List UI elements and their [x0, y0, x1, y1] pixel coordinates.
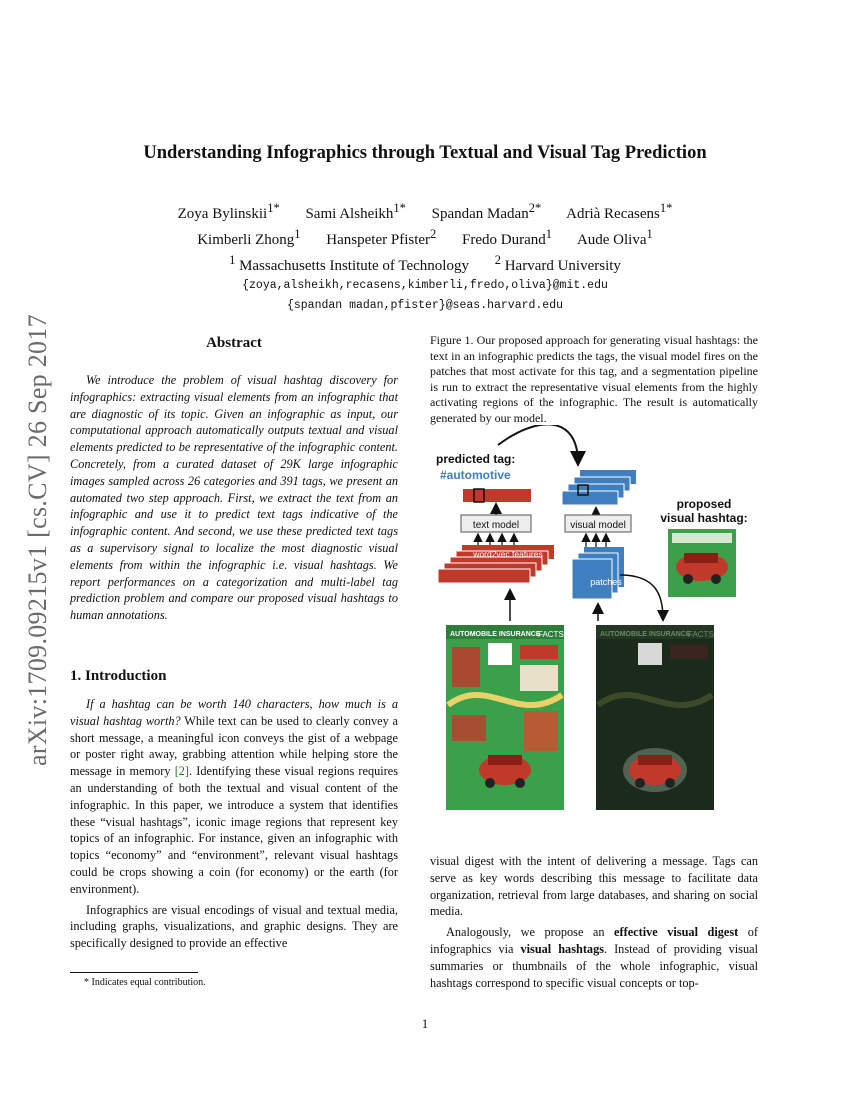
svg-text:FACTS: FACTS: [688, 630, 714, 639]
activation-map: [562, 491, 618, 505]
word2vec-label: word2vec features: [473, 549, 543, 559]
affiliation-harvard: Harvard University: [504, 258, 621, 274]
section-heading-introduction: 1. Introduction: [70, 668, 167, 684]
intro-paragraph-2: Infographics are visual encodings of visual and textual media, including graphs, visualizations, and graphic designs. They are specifically designed to provide an effective: [70, 902, 398, 951]
footnote-rule: [70, 972, 198, 973]
arxiv-id: arXiv:1709.09215v1 [cs.CV] 26 Sep 2017: [23, 314, 52, 766]
introduction-body: [70, 696, 398, 956]
svg-text:AUTOMOBILE INSURANCE: AUTOMOBILE INSURANCE: [600, 631, 691, 638]
visual-model-label: visual model: [570, 520, 626, 531]
author-name: Spandan Madan: [431, 206, 529, 222]
author-block: [0, 198, 850, 316]
predicted-tag-label: predicted tag:: [436, 452, 516, 466]
right-paragraph-2: Analogously, we propose an effective visual digest of infographics via visual hashtags. Instead of providing visual summaries or thumbnails of the whole infographic, visual hashtags correspond to specific visual concepts or top-: [430, 925, 759, 990]
footnote: * Indicates equal contribution.: [84, 977, 206, 988]
author-line-1: Zoya Bylinskii$^{1*}$ Sami Alsheikh$^{1*}$ Spandan Madan$^{2*}$ Adrià Recasens$^{1*}$: [177, 201, 673, 222]
paper-title: Understanding Infographics through Textual and Visual Tag Prediction: [143, 143, 707, 163]
proposed-label-2: visual hashtag:: [660, 511, 748, 525]
patches-label: patches: [590, 577, 622, 587]
author-name: Zoya Bylinskii: [177, 206, 268, 222]
email-line-2: {spandan madan,pfister}@seas.harvard.edu: [286, 299, 564, 312]
page-number: 1: [421, 1016, 429, 1031]
right-column-body: [430, 853, 758, 995]
tag-vector-bar: [463, 489, 531, 502]
infographic-original: [446, 625, 564, 810]
abstract-heading: Abstract: [206, 335, 262, 351]
arxiv-stamp: [18, 280, 58, 800]
author-line-2: Kimberli Zhong$^1$ Hanspeter Pfister$^2$ Fredo Durand$^1$ Aude Oliva$^1$: [197, 227, 653, 248]
infographic-title: AUTOMOBILE INSURANCE: [450, 631, 541, 638]
author-name: Kimberli Zhong: [197, 232, 295, 248]
author-name: Adrià Recasens: [566, 206, 660, 222]
word2vec-layer: [438, 569, 530, 583]
predicted-tag-value: #automotive: [440, 468, 511, 482]
infographic-facts: FACTS: [538, 630, 564, 639]
proposed-label-1: proposed: [676, 497, 732, 511]
author-name: Hanspeter Pfister: [326, 232, 431, 248]
affiliations: $^1$ Massachusetts Institute of Technology $^2$ Harvard University: [229, 253, 621, 274]
text-model-label: text model: [472, 520, 520, 531]
infographic-activation: [596, 625, 714, 810]
author-name: Sami Alsheikh: [305, 206, 394, 222]
figure-1: [428, 425, 763, 815]
abstract-body: We introduce the problem of visual hashtag discovery for infographics: extracting visual elements from an infographic that are diagnostic of its topic. Given an infographic as input, our computational approach automatically outputs textual and visual elements predicted to be representative of the infographic content. Concretely, from a curated dataset of 29K large infographic images sampled across 26 categories and 391 tags, we present an automated two step approach. First, we extract the text from an infographic and use it to predict text tags indicative of the infographic content. And second, we use these predicted text tags as a supervisory signal to localize the most diagnostic visual elements from within the infographic i.e. visual hashtags. We report performances on a categorization and multi-label tag prediction problem and compare our proposed visual hashtags to human annotations.: [70, 373, 398, 623]
author-name: Aude Oliva: [576, 232, 647, 248]
email-line-1: {zoya,alsheikh,recasens,kimberli,fredo,oliva}@mit.edu: [242, 279, 608, 292]
author-name: Fredo Durand: [462, 232, 546, 248]
figure-caption: Figure 1. Our proposed approach for generating visual hashtags: the text in an infographic predicts the tags, the visual model fires on the patches that most activate for this tag, and a segmentation pipeline is run to extract the representative visual elements from the highly activating regions of the infographic. The result is automatically generated by our model.: [430, 333, 758, 425]
right-paragraph-1: visual digest with the intent of delivering a message. Tags can serve as key words describing this message to facilitate data organization, retrieval from large databases, and sharing on social media.: [430, 854, 758, 919]
affiliation-mit: Massachusetts Institute of Technology: [239, 258, 469, 274]
intro-paragraph-1: If a hashtag can be worth 140 characters, how much is a visual hashtag worth? While text can be used to clearly convey a short message, a meaningful icon conveys the gist of a webpage or poster right away, grabbing attention while helping store the message in memory [2]. Identifying these visual regions requires an understanding of both the textual and visual content of the infographic. In this paper, we introduce a system that identifies these “visual hashtags”, iconic image regions that represent key topics of an infographic. For instance, given an infographic with topics “economy” and “environment”, relevant visual hashtags could be crops showing a coin (for economy) or the earth (for environment).: [70, 697, 398, 896]
citation-link[interactable]: [2]: [174, 764, 190, 779]
